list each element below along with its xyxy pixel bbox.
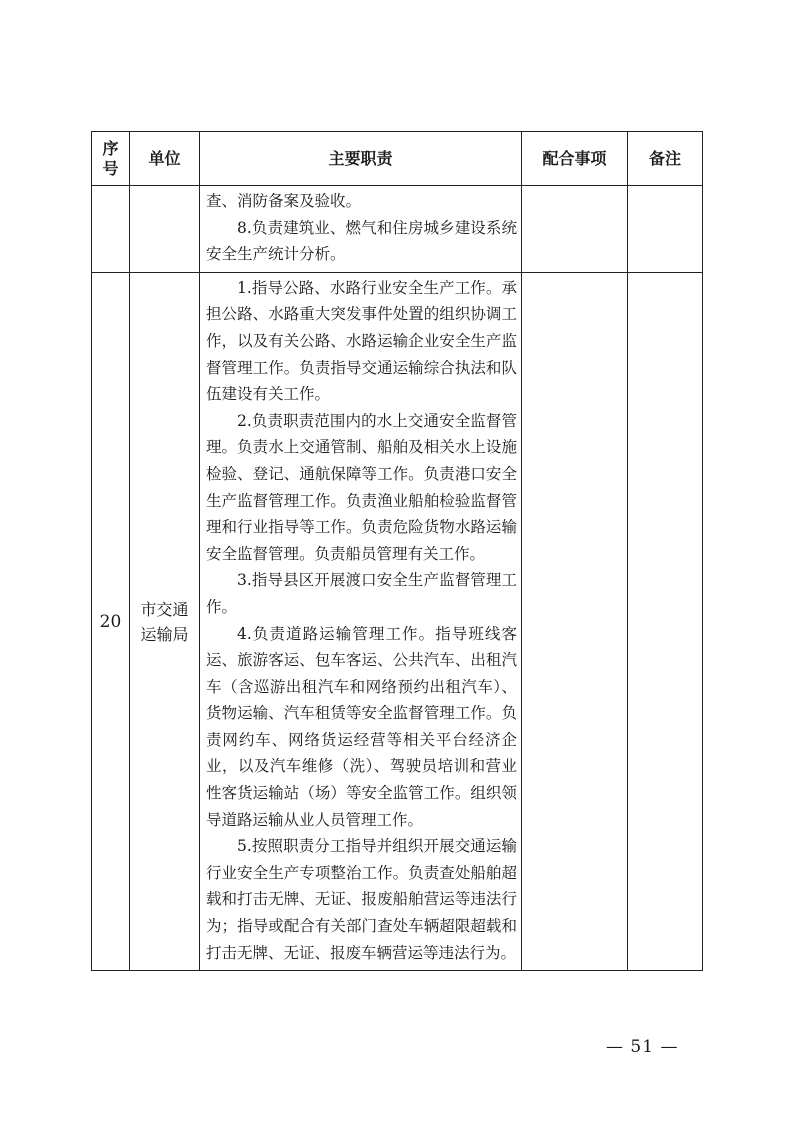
duty-paragraph: 5.按照职责分工指导并组织开展交通运输行业安全生产专项整治工作。负责查处船舶超载和打击无牌、无证、报废船舶营运等违法行为；指导或配合有关部门查处车辆超限超载和打击无牌、无证、报废车辆营运等违法行为。 [206,837,517,962]
duty-paragraph: 3.指导县区开展渡口安全生产监督管理工作。 [206,571,517,616]
duty-paragraph: 查、消防备案及验收。 [206,192,362,210]
table-row [92,272,703,970]
page-number: — 51 — [606,1037,679,1057]
coordination-cell [522,272,628,970]
unit-cell [130,272,200,970]
unit-cell [130,186,200,273]
duties-cell [200,272,522,970]
table-header-row [92,132,703,186]
duties-cell [200,186,522,273]
seq-cell [92,186,130,273]
table-row [92,186,703,273]
header-seq: 序号 [92,132,130,186]
duty-paragraph: 4.负责道路运输管理工作。指导班线客运、旅游客运、包车客运、公共汽车、出租汽车（含巡游出租汽车和网络预约出租汽车）、货物运输、汽车租赁等安全监督管理工作。负责网约车、网络货运经营等相关平台经济企业，以及汽车维修（洗）、驾驶员培训和营业性客货运输站（场）等安全监管工作。组织领导道路运输从业人员管理工作。 [206,624,517,829]
seq-cell: 20 [92,272,130,970]
duty-paragraph: 1.指导公路、水路行业安全生产工作。承担公路、水路重大突发事件处置的组织协调工作，以及有关公路、水路运输企业安全生产监督管理工作。负责指导交通运输综合执法和队伍建设有关工作。 [206,278,517,404]
coordination-cell [522,186,628,273]
duty-paragraph: 8.负责建筑业、燃气和住房城乡建设系统安全生产统计分析。 [206,218,517,264]
remarks-cell [628,272,703,970]
header-unit: 单位 [130,132,200,186]
duty-paragraph: 2.负责职责范围内的水上交通安全监督管理。负责水上交通管制、船舶及相关水上设施检验、登记、通航保障等工作。负责港口安全生产监督管理工作。负责渔业船舶检验监督管理和行业指导等工作。负责危险货物水路运输安全监督管理。负责船员管理有关工作。 [206,411,517,563]
duties-table [91,131,703,971]
remarks-cell [628,186,703,273]
header-duties: 主要职责 [200,132,522,186]
header-coordination: 配合事项 [522,132,628,186]
unit-name: 市交通运输局 [140,599,189,644]
header-remarks: 备注 [628,132,703,186]
